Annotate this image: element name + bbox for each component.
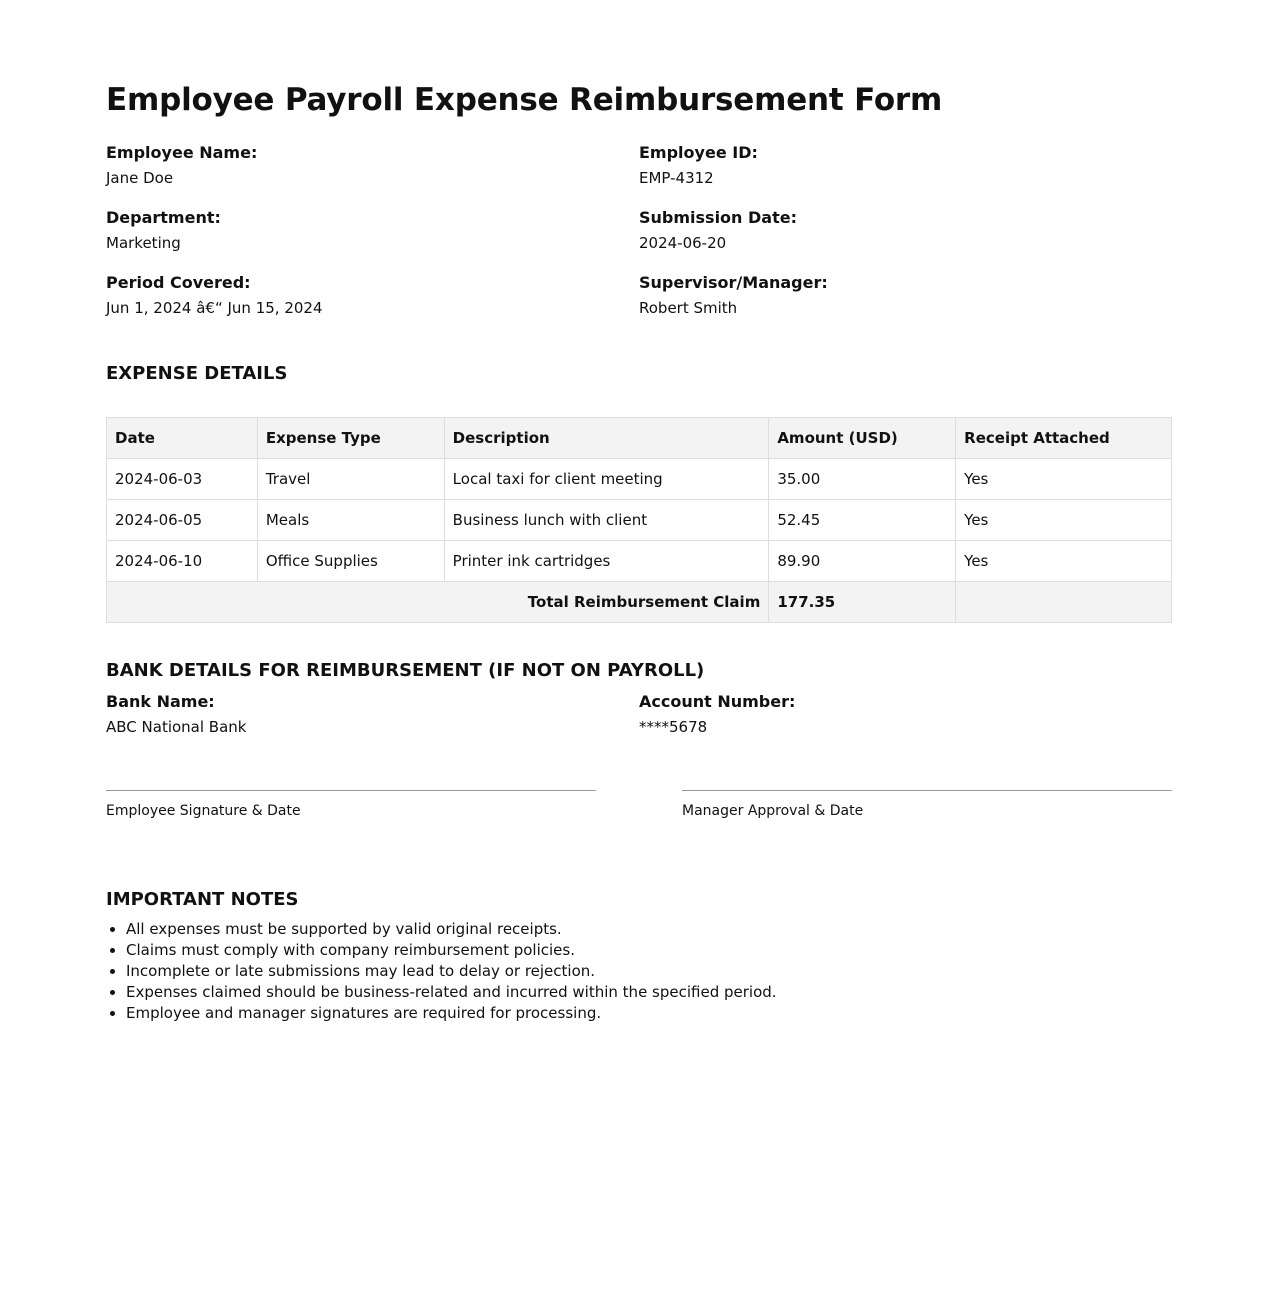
column-header-amount: Amount (USD) xyxy=(769,418,956,459)
employee-info xyxy=(106,142,1172,337)
cell-date: 2024-06-10 xyxy=(107,541,258,582)
table-header-row xyxy=(107,418,1172,459)
submission-date-value: 2024-06-20 xyxy=(639,234,727,252)
cell-description: Printer ink cartridges xyxy=(444,541,769,582)
cell-expense-type: Travel xyxy=(257,459,444,500)
employee-id-label: Employee ID: xyxy=(639,143,758,162)
table-row xyxy=(107,500,1172,541)
account-number-label: Account Number: xyxy=(639,692,796,711)
expense-table xyxy=(106,417,1172,623)
cell-description: Local taxi for client meeting xyxy=(444,459,769,500)
employee-signature-line xyxy=(106,790,596,821)
cell-receipt: Yes xyxy=(956,459,1172,500)
bank-info xyxy=(106,691,1172,738)
signature-section xyxy=(106,790,1172,850)
table-row xyxy=(107,541,1172,582)
department-field xyxy=(106,207,639,272)
account-number-value: ****5678 xyxy=(639,718,708,736)
cell-amount: 52.45 xyxy=(769,500,956,541)
employee-name-label: Employee Name: xyxy=(106,143,258,162)
bank-name-field xyxy=(106,691,639,738)
page-title: Employee Payroll Expense Reimbursement Form xyxy=(106,82,943,118)
column-header-receipt: Receipt Attached xyxy=(956,418,1172,459)
list-item: • Incomplete or late submissions may lead to delay or rejection. xyxy=(126,961,1172,982)
employee-id-value: EMP-4312 xyxy=(639,169,714,187)
submission-date-field xyxy=(639,207,1172,272)
bank-name-value: ABC National Bank xyxy=(106,718,247,736)
cell-receipt: Yes xyxy=(956,541,1172,582)
notes-list xyxy=(106,919,1172,1024)
supervisor-label: Supervisor/Manager: xyxy=(639,273,828,292)
cell-date: 2024-06-03 xyxy=(107,459,258,500)
list-item: • All expenses must be supported by valid original receipts. xyxy=(126,919,1172,940)
cell-expense-type: Office Supplies xyxy=(257,541,444,582)
department-label: Department: xyxy=(106,208,221,227)
bank-name-label: Bank Name: xyxy=(106,692,215,711)
bank-details-heading: BANK DETAILS FOR REIMBURSEMENT (IF NOT ON PAYROLL) xyxy=(106,660,705,681)
supervisor-value: Robert Smith xyxy=(639,299,738,317)
expense-details-heading: EXPENSE DETAILS xyxy=(106,363,288,384)
list-item: • Employee and manager signatures are required for processing. xyxy=(126,1003,1172,1024)
cell-amount: 35.00 xyxy=(769,459,956,500)
total-label: Total Reimbursement Claim xyxy=(107,582,769,623)
period-covered-label: Period Covered: xyxy=(106,273,251,292)
total-value: 177.35 xyxy=(769,582,956,623)
total-row xyxy=(107,582,1172,623)
account-number-field xyxy=(639,691,1172,738)
manager-approval-line xyxy=(682,790,1172,821)
total-empty-cell xyxy=(956,582,1172,623)
employee-name-value: Jane Doe xyxy=(106,169,174,187)
list-item: • Expenses claimed should be business-related and incurred within the specified period. xyxy=(126,982,1172,1003)
cell-description: Business lunch with client xyxy=(444,500,769,541)
employee-signature-label: Employee Signature & Date xyxy=(106,803,301,819)
manager-approval-label: Manager Approval & Date xyxy=(682,803,864,819)
employee-name-field xyxy=(106,142,639,207)
column-header-expense-type: Expense Type xyxy=(257,418,444,459)
cell-amount: 89.90 xyxy=(769,541,956,582)
list-item: • Claims must comply with company reimbursement policies. xyxy=(126,940,1172,961)
employee-id-field xyxy=(639,142,1172,207)
cell-date: 2024-06-05 xyxy=(107,500,258,541)
supervisor-field xyxy=(639,272,1172,337)
cell-expense-type: Meals xyxy=(257,500,444,541)
column-header-date: Date xyxy=(107,418,258,459)
submission-date-label: Submission Date: xyxy=(639,208,797,227)
cell-receipt: Yes xyxy=(956,500,1172,541)
table-row xyxy=(107,459,1172,500)
important-notes-heading: IMPORTANT NOTES xyxy=(106,889,299,910)
period-covered-field xyxy=(106,272,639,337)
reimbursement-form xyxy=(106,78,1172,1024)
department-value: Marketing xyxy=(106,234,181,252)
column-header-description: Description xyxy=(444,418,769,459)
period-covered-value: Jun 1, 2024 â€“ Jun 15, 2024 xyxy=(106,299,323,317)
